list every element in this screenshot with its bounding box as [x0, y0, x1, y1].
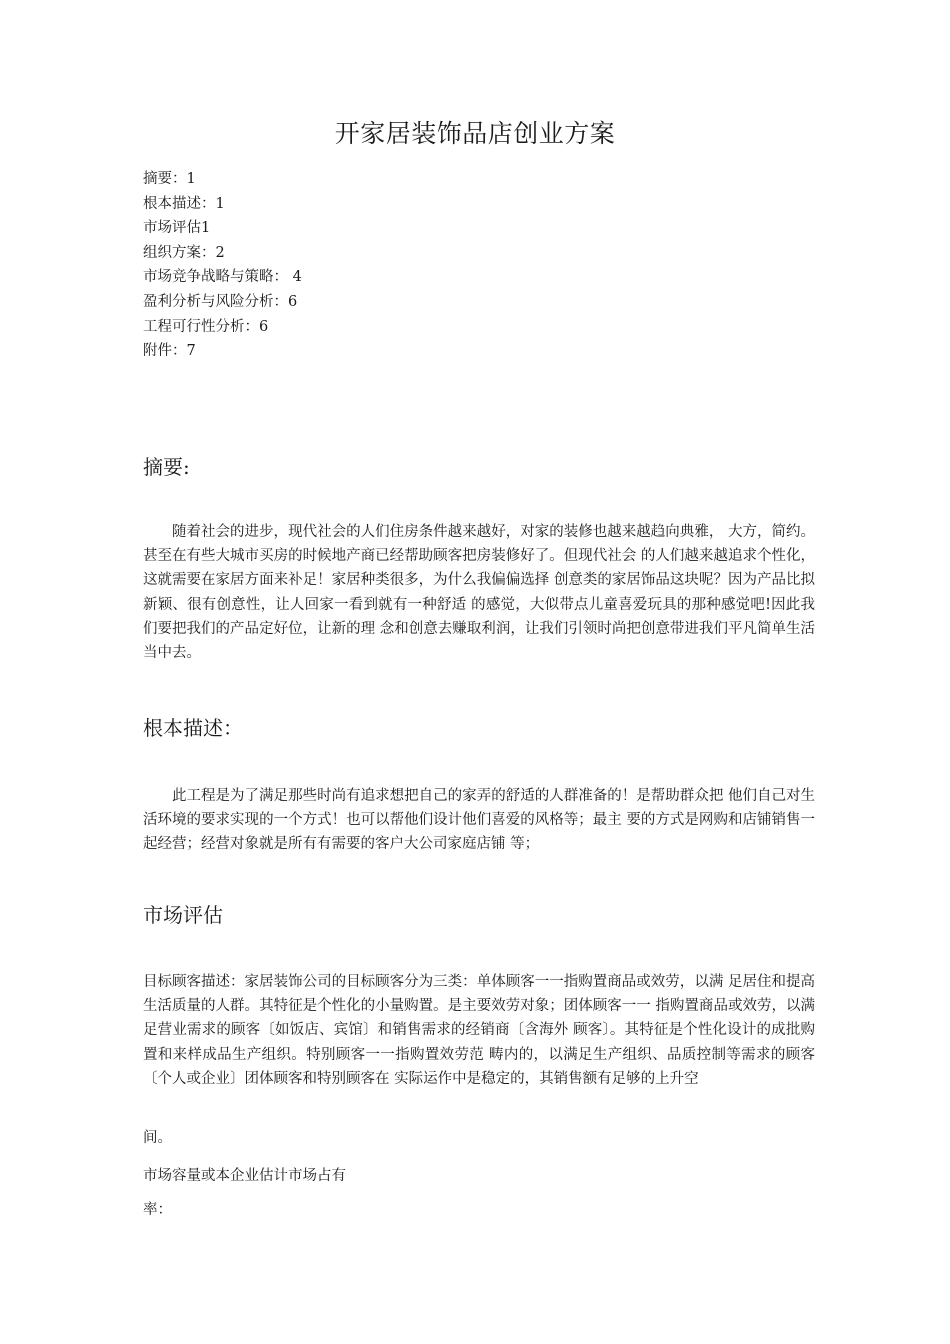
- toc-entry-competition: 市场竞争战略与策略： 4: [143, 269, 302, 286]
- toc-entry-description: 根本描述：1: [143, 195, 225, 212]
- table-of-contents: [143, 167, 823, 364]
- market-capacity-label-line1: 市场容量或本企业估计市场占有: [143, 1168, 346, 1184]
- toc-entry-feasibility: 工程可行性分析：6: [143, 318, 269, 335]
- toc-entry-organization: 组织方案：2: [143, 244, 225, 261]
- description-heading: 根本描述：: [143, 716, 243, 740]
- market-heading: 市场评估: [143, 903, 223, 927]
- summary-heading: 摘要:: [143, 455, 190, 479]
- toc-entry-appendix: 附件：7: [143, 343, 196, 360]
- document-title: 开家居装饰品店创业方案: [334, 119, 616, 148]
- market-capacity-label-line2: 率：: [143, 1202, 172, 1218]
- summary-paragraph: 随着社会的进步，现代社会的人们住房条件越来越好，对家的装修也越来越趋向典雅， 大方，简约。甚至在有些大城市买房的时候地产商已经帮助顾客把房装修好了。但现代社会 的人们越来越追求个性化，这就需要在家居方面来补足！家居种类很多，为什么我偏偏选择 创意类的家居饰品这块呢？因为产品比拟新颖、很有创意性，让人回家一看到就有一种舒适 的感觉，大似带点儿童喜爱玩具的那种感觉吧!因此我们要把我们的产品定好位，让新的理 念和创意去赚取利润，让我们引领时尚把创意带进我们平凡简单生活当中去。: [143, 524, 815, 662]
- market-paragraph-continuation: 间。: [143, 1130, 172, 1146]
- toc-entry-profit-risk: 盈利分析与风险分析：6: [143, 293, 298, 310]
- market-paragraph: 目标顾客描述：家居装饰公司的目标顾客分为三类：单体顾客一一指购置商品或效劳，以满 足居住和提高生活质量的人群。其特征是个性化的小量购置。是主要效劳对象；团体顾客一一 指购置商品或效劳，以满足营业需求的顾客〔如饭店、宾馆〕和销售需求的经销商〔含海外 顾客〕。其特征是个性化设计的成批购置和来样成品生产组织。特别顾客一一指购置效劳范 畴内的，以满足生产组织、品质控制等需求的顾客〔个人或企业〕团体顾客和特别顾客在 实际运作中是稳定的，其销售额有足够的上升空: [143, 974, 815, 1087]
- toc-entry-market: 市场评估1: [143, 220, 211, 237]
- toc-entry-summary: 摘要：1: [143, 171, 196, 187]
- description-paragraph: 此工程是为了满足那些时尚有追求想把自己的家弄的舒适的人群准备的！是帮助群众把 他们自己对生活环境的要求实现的一个方式！也可以帮他们设计他们喜爱的风格等；最主 要的方式是网购和店铺销售一起经营；经营对象就是所有有需要的客户大公司家庭店铺 等；: [143, 788, 815, 853]
